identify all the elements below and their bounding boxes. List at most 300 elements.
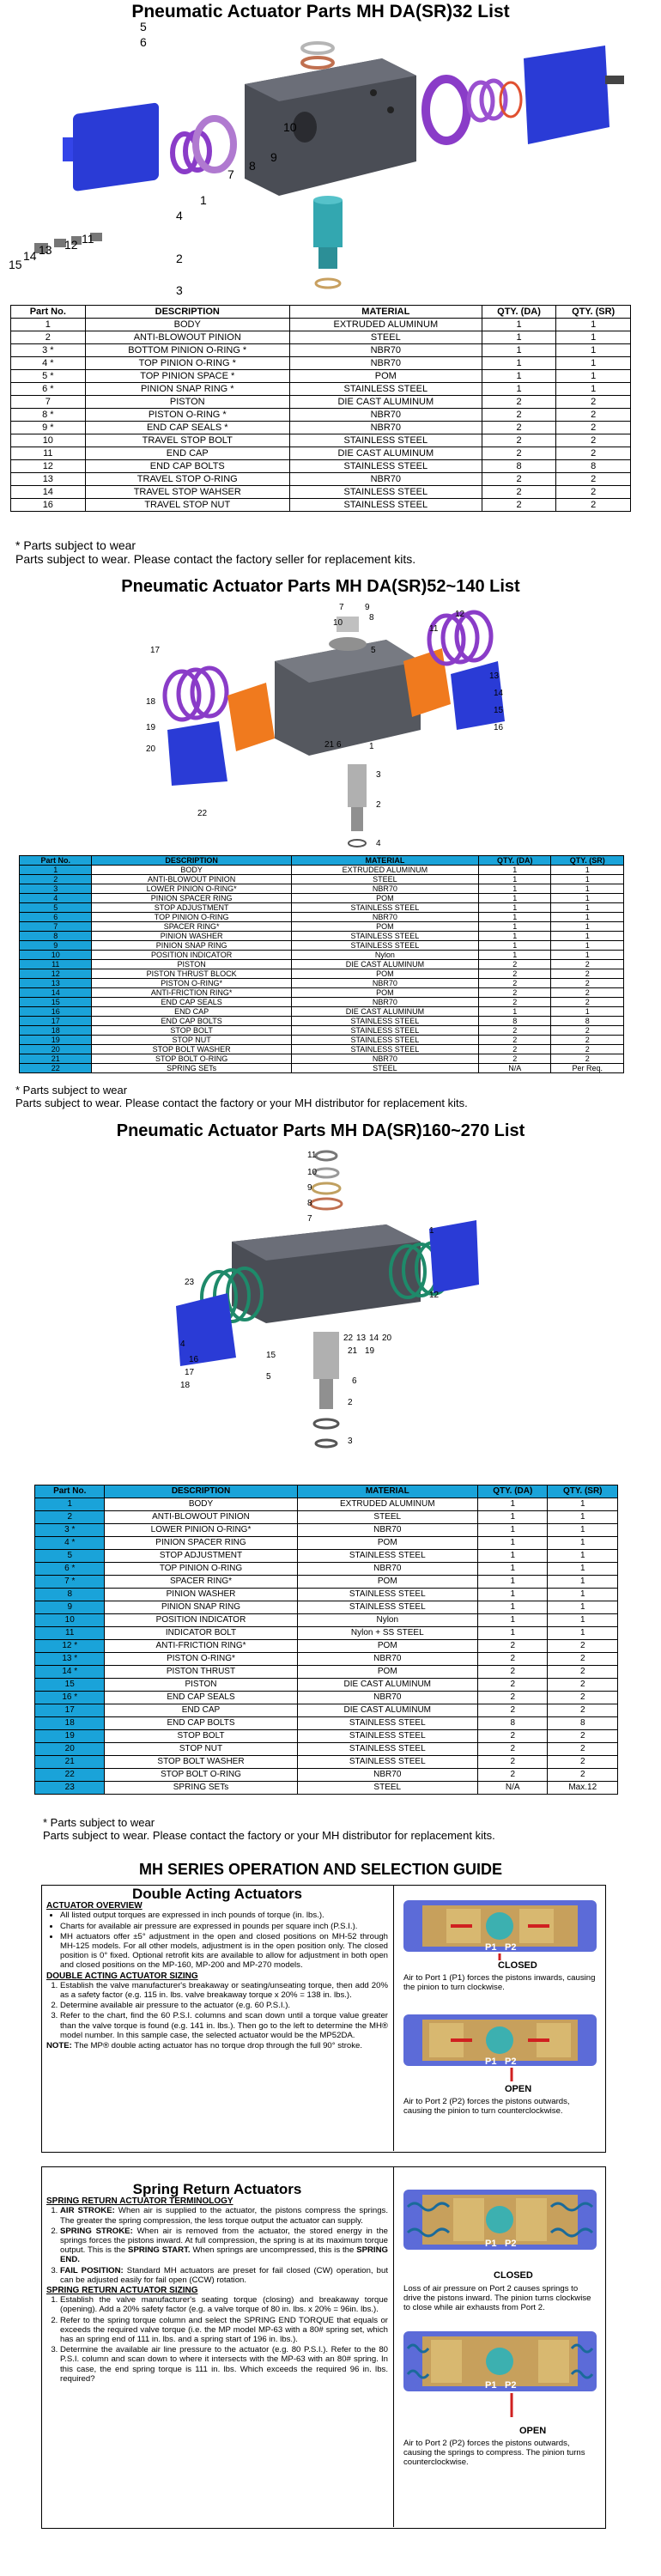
table-row: [20, 1045, 624, 1054]
callout: 21: [324, 740, 335, 750]
table-cell: 1: [551, 941, 624, 951]
table-cell: 1: [478, 1550, 548, 1563]
callout: 14: [494, 689, 504, 698]
table-cell: 2: [548, 1756, 618, 1769]
note-text: The MP® double acting actuator has no torque drop through the full 90° stroke.: [71, 2041, 363, 2051]
table-cell: 1: [482, 370, 556, 383]
part-number-cell: 4 *: [35, 1537, 105, 1550]
table-cell: PISTON THRUST: [105, 1666, 297, 1679]
table-cell: POM: [291, 969, 478, 979]
table-cell: 2: [556, 486, 631, 499]
part-number-cell: 20: [35, 1743, 105, 1756]
table-cell: 2: [478, 1653, 548, 1666]
table-cell: LOWER PINION O-RING*: [92, 884, 291, 894]
table-cell: POM: [297, 1640, 477, 1653]
table-cell: 1: [551, 894, 624, 903]
table-cell: END CAP SEALS: [92, 998, 291, 1007]
table-cell: SPRING SETs: [92, 1064, 291, 1073]
callout: 18: [180, 1381, 191, 1390]
table-row: [20, 1007, 624, 1017]
table-cell: STAINLESS STEEL: [289, 383, 482, 396]
table-cell: 2: [551, 1045, 624, 1054]
table-cell: STAINLESS STEEL: [297, 1756, 477, 1769]
table-cell: STAINLESS STEEL: [289, 486, 482, 499]
table-cell: PISTON O-RING *: [85, 409, 289, 422]
table-cell: 1: [479, 932, 551, 941]
callout: 15: [9, 258, 22, 271]
table-cell: 1: [479, 866, 551, 875]
table-cell: POM: [291, 988, 478, 998]
table-cell: 2: [548, 1743, 618, 1756]
table-cell: PINION SNAP RING: [105, 1601, 297, 1614]
table-cell: NBR70: [291, 884, 478, 894]
column-header: MATERIAL: [291, 856, 478, 866]
table-cell: END CAP BOLTS: [85, 460, 289, 473]
table-cell: 2: [551, 969, 624, 979]
table-cell: TOP PINION O-RING: [105, 1563, 297, 1576]
term-key: SPRING START.: [128, 2245, 191, 2256]
table-cell: NBR70: [291, 913, 478, 922]
callout: 21: [348, 1346, 358, 1356]
table-cell: 1: [556, 344, 631, 357]
callout: 10: [283, 120, 297, 134]
table-cell: END CAP BOLTS: [92, 1017, 291, 1026]
table-cell: STAINLESS STEEL: [289, 460, 482, 473]
table-cell: Per Req.: [551, 1064, 624, 1073]
right-end-cap: [429, 1220, 479, 1293]
table-cell: 2: [479, 1026, 551, 1036]
table-cell: STAINLESS STEEL: [291, 1045, 478, 1054]
term-value: When air is removed from the actuator, the stored energy in the springs forces the pistons inward. At full compression, the spring is at its maximum torque output. This is the: [60, 2226, 388, 2256]
callout: 9: [307, 1183, 312, 1193]
part-number-cell: 21: [20, 1054, 92, 1064]
table-cell: 2: [479, 1054, 551, 1064]
table-row: [20, 1054, 624, 1064]
term-value: When springs are uncompressed, this is the: [190, 2245, 357, 2256]
callout: 12: [64, 238, 78, 252]
left-springs: [165, 668, 227, 720]
table-row: [20, 1017, 624, 1026]
note-label: NOTE:: [46, 2041, 72, 2051]
table-row: [20, 951, 624, 960]
table-cell: Max.12: [548, 1782, 618, 1795]
table-cell: NBR70: [291, 1054, 478, 1064]
table-row: [11, 370, 631, 383]
part-number-cell: 19: [20, 1036, 92, 1045]
table-cell: 2: [482, 473, 556, 486]
table-cell: BODY: [92, 866, 291, 875]
table-row: [20, 913, 624, 922]
callout: 13: [356, 1334, 367, 1343]
table-cell: STEEL: [297, 1511, 477, 1524]
table-cell: DIE CAST ALUMINUM: [289, 396, 482, 409]
part-number-cell: 11: [11, 447, 86, 460]
table-row: [20, 903, 624, 913]
callout: 16: [494, 723, 504, 732]
part-number-cell: 3 *: [35, 1524, 105, 1537]
column-header: DESCRIPTION: [92, 856, 291, 866]
callout: 19: [146, 723, 156, 732]
column-header: QTY. (DA): [478, 1485, 548, 1498]
left-piston: [227, 683, 275, 751]
table-cell: INDICATOR BOLT: [105, 1627, 297, 1640]
section2-title: Pneumatic Actuator Parts MH DA(SR)52~140 List: [121, 577, 520, 596]
table-cell: 1: [548, 1563, 618, 1576]
table-cell: 1: [482, 331, 556, 344]
port-2-label: P2: [505, 2239, 517, 2249]
table-row: [11, 499, 631, 512]
table-cell: PISTON O-RING*: [92, 979, 291, 988]
table-cell: STAINLESS STEEL: [291, 932, 478, 941]
table-cell: 2: [478, 1692, 548, 1704]
wear-note: * Parts subject to wear: [15, 538, 136, 552]
part-number-cell: 18: [35, 1717, 105, 1730]
table-cell: NBR70: [289, 357, 482, 370]
callout: 12: [455, 610, 465, 619]
exploded-view-mh52-140: [146, 601, 506, 850]
table-cell: 2: [548, 1704, 618, 1717]
part-number-cell: 11: [20, 960, 92, 969]
table-row: [35, 1730, 618, 1743]
pinion-ring-5: [302, 43, 333, 53]
table-cell: 1: [478, 1576, 548, 1589]
callout: 8: [369, 613, 374, 623]
table-cell: 1: [478, 1511, 548, 1524]
section1-title: Pneumatic Actuator Parts MH DA(SR)32 List: [131, 2, 510, 21]
table-cell: 1: [548, 1511, 618, 1524]
table-cell: PISTON THRUST BLOCK: [92, 969, 291, 979]
table-cell: 1: [548, 1589, 618, 1601]
terminology-title: SPRING RETURN ACTUATOR TERMINOLOGY: [46, 2196, 233, 2207]
table-cell: 1: [482, 383, 556, 396]
table-row: [11, 447, 631, 460]
table-cell: STOP BOLT: [105, 1730, 297, 1743]
table-row: [35, 1640, 618, 1653]
table-row: [35, 1614, 618, 1627]
callout: 11: [429, 624, 439, 634]
table-row: [35, 1756, 618, 1769]
closed-label: CLOSED: [498, 1960, 537, 1971]
open-caption: Air to Port 2 (P2) forces the pistons outwards, causing the springs to compress. The pinion turns counterclockwise.: [403, 2439, 585, 2467]
table-cell: STEEL: [291, 1064, 478, 1073]
open-label: OPEN: [519, 2426, 547, 2436]
part-number-cell: 9 *: [11, 422, 86, 434]
table-cell: Nylon + SS STEEL: [297, 1627, 477, 1640]
callout: 10: [333, 618, 343, 628]
double-acting-divider: [393, 1885, 394, 2151]
table-cell: NBR70: [289, 473, 482, 486]
column-header: Part No.: [11, 306, 86, 319]
double-acting-heading: Double Acting Actuators: [131, 1886, 303, 1902]
table-cell: 2: [548, 1692, 618, 1704]
table-cell: 1: [482, 319, 556, 331]
part-number-cell: 13 *: [35, 1653, 105, 1666]
callout: 2: [176, 252, 183, 265]
part-number-cell: 22: [20, 1064, 92, 1073]
list-item: • MH actuators offer ±5° adjustment in the open and closed positions on MH-52 through MH-125 models. For all other models, adjustment is in the open position only. The closed position is 0° fixed. Optional retrofit kits are available to allow for adjustment in both open and closed positions on the MP-160, MP-200 and MP-270 models.: [60, 1932, 388, 1971]
table-row: [11, 344, 631, 357]
part-number-cell: 17: [20, 1017, 92, 1026]
right-end-cap: [524, 46, 609, 144]
table-cell: 1: [551, 913, 624, 922]
actuator-body: [245, 58, 416, 196]
table-cell: 1: [548, 1537, 618, 1550]
table-cell: PINION SNAP RING: [92, 941, 291, 951]
callout: 5: [371, 646, 376, 655]
table-cell: EXTRUDED ALUMINUM: [297, 1498, 477, 1511]
callout: 9: [365, 603, 370, 612]
table-cell: 2: [479, 988, 551, 998]
callout: 1: [429, 1226, 434, 1236]
part-number-cell: 14 *: [35, 1666, 105, 1679]
callout: 8: [307, 1199, 312, 1208]
table-cell: 2: [479, 979, 551, 988]
column-header: QTY. (SR): [548, 1485, 618, 1498]
section3-title: Pneumatic Actuator Parts MH DA(SR)160~270 List: [116, 1121, 525, 1140]
spring-return-closed-diagram: [403, 2181, 597, 2267]
pinion-ring-6: [302, 58, 333, 68]
table-cell: STAINLESS STEEL: [289, 499, 482, 512]
spring-return-heading: Spring Return Actuators: [132, 2181, 302, 2197]
table-cell: STEEL: [297, 1782, 477, 1795]
table-cell: END CAP: [92, 1007, 291, 1017]
left-piston-ring: [196, 118, 233, 170]
part-number-cell: 21: [35, 1756, 105, 1769]
table-cell: Nylon: [297, 1614, 477, 1627]
table-cell: 2: [548, 1640, 618, 1653]
table-cell: 8: [556, 460, 631, 473]
table-cell: POM: [291, 894, 478, 903]
table-cell: 2: [556, 422, 631, 434]
table-cell: PINION SNAP RING *: [85, 383, 289, 396]
callout: 1: [200, 193, 207, 207]
callout: 18: [146, 697, 156, 707]
table-cell: 1: [482, 344, 556, 357]
port-1-label: P1: [485, 2239, 497, 2249]
table-cell: PISTON: [85, 396, 289, 409]
table-cell: 2: [551, 1054, 624, 1064]
port-1-label: P1: [485, 2380, 497, 2391]
table-cell: 2: [478, 1730, 548, 1743]
table-cell: 1: [479, 922, 551, 932]
part-number-cell: 8: [20, 932, 92, 941]
callout: 4: [180, 1340, 185, 1349]
table-cell: 1: [548, 1524, 618, 1537]
double-acting-open-diagram: [403, 2008, 597, 2085]
table-cell: 1: [556, 383, 631, 396]
callout: 13: [39, 243, 52, 257]
table-cell: PISTON O-RING*: [105, 1653, 297, 1666]
table-cell: 1: [479, 894, 551, 903]
table-row: [35, 1601, 618, 1614]
part-number-cell: 2: [35, 1511, 105, 1524]
table-cell: 1: [478, 1614, 548, 1627]
table-header-row: [20, 856, 624, 866]
left-end-cap: [167, 721, 227, 786]
table-cell: 1: [478, 1627, 548, 1640]
table-cell: STAINLESS STEEL: [291, 941, 478, 951]
table-cell: STAINLESS STEEL: [291, 1017, 478, 1026]
callout: 7: [339, 603, 344, 612]
table-cell: END CAP SEALS *: [85, 422, 289, 434]
callout: 17: [150, 646, 161, 655]
table-cell: SPRING SETs: [105, 1782, 297, 1795]
table-cell: 1: [551, 1007, 624, 1017]
sizing-title: DOUBLE ACTING ACTUATOR SIZING: [46, 1971, 198, 1981]
table-cell: 1: [548, 1601, 618, 1614]
replacement-note: Parts subject to wear. Please contact the factory or your MH distributor for replacement kits.: [43, 1829, 495, 1842]
table-cell: 1: [556, 357, 631, 370]
column-header: MATERIAL: [289, 306, 482, 319]
table-cell: 1: [548, 1627, 618, 1640]
port-1-label: P1: [485, 1942, 497, 1953]
table-cell: 2: [478, 1666, 548, 1679]
part-number-cell: 7: [11, 396, 86, 409]
table-row: [35, 1704, 618, 1717]
table-header-row: [35, 1485, 618, 1498]
table-cell: NBR70: [297, 1692, 477, 1704]
table-row: [20, 998, 624, 1007]
part-number-cell: 18: [20, 1026, 92, 1036]
table-cell: 1: [478, 1589, 548, 1601]
part-number-cell: 1: [20, 866, 92, 875]
table-cell: DIE CAST ALUMINUM: [291, 960, 478, 969]
table-cell: 2: [478, 1743, 548, 1756]
table-cell: 2: [556, 473, 631, 486]
table-cell: ANTI-BLOWOUT PINION: [92, 875, 291, 884]
callout: 22: [197, 809, 208, 818]
part-number-cell: 7: [20, 922, 92, 932]
table-cell: ANTI-BLOWOUT PINION: [105, 1511, 297, 1524]
table-cell: 2: [556, 396, 631, 409]
table-cell: NBR70: [297, 1769, 477, 1782]
table-cell: PINION WASHER: [105, 1589, 297, 1601]
part-number-cell: 4 *: [11, 357, 86, 370]
table-row: [11, 473, 631, 486]
table-cell: STAINLESS STEEL: [291, 1036, 478, 1045]
part-number-cell: 15: [35, 1679, 105, 1692]
sizing-steps: [46, 2295, 388, 2384]
table-cell: 2: [548, 1730, 618, 1743]
part-number-cell: 19: [35, 1730, 105, 1743]
table-cell: STOP BOLT: [92, 1026, 291, 1036]
table-row: [11, 396, 631, 409]
callout: 14: [23, 249, 37, 263]
part-number-cell: 14: [11, 486, 86, 499]
parts-table-mh160-270: [34, 1485, 618, 1795]
table-row: [20, 884, 624, 894]
part-number-cell: 16: [20, 1007, 92, 1017]
part-number-cell: 6 *: [11, 383, 86, 396]
table-cell: TRAVEL STOP BOLT: [85, 434, 289, 447]
callout: 3: [348, 1437, 353, 1446]
term-key: SPRING END.: [60, 2245, 388, 2265]
table-cell: 8: [479, 1017, 551, 1026]
table-cell: 1: [551, 932, 624, 941]
table-cell: Nylon: [291, 951, 478, 960]
port-2-label: P2: [505, 2057, 517, 2067]
part-number-cell: 8 *: [11, 409, 86, 422]
table-cell: EXTRUDED ALUMINUM: [289, 319, 482, 331]
table-cell: 1: [479, 941, 551, 951]
overview-title: ACTUATOR OVERVIEW: [46, 1901, 143, 1911]
table-row: [20, 866, 624, 875]
table-cell: PINION SPACER RING: [92, 894, 291, 903]
part-number-cell: 11: [35, 1627, 105, 1640]
spring-return-open-diagram: [403, 2323, 597, 2426]
table-cell: 2: [551, 1036, 624, 1045]
table-cell: 1: [551, 903, 624, 913]
table-cell: 1: [548, 1576, 618, 1589]
callout: 6: [140, 35, 147, 49]
table-row: [11, 434, 631, 447]
table-cell: N/A: [478, 1782, 548, 1795]
table-cell: NBR70: [289, 409, 482, 422]
callout: 13: [489, 671, 500, 681]
table-row: [20, 1026, 624, 1036]
table-cell: 1: [551, 884, 624, 894]
table-cell: POM: [289, 370, 482, 383]
table-cell: END CAP BOLTS: [105, 1717, 297, 1730]
table-cell: POM: [297, 1666, 477, 1679]
table-cell: NBR70: [291, 998, 478, 1007]
callout: 7: [227, 167, 234, 181]
callout: 20: [382, 1334, 392, 1343]
callout: 23: [185, 1278, 195, 1287]
column-header: QTY. (SR): [551, 856, 624, 866]
callout: 7: [307, 1214, 312, 1224]
replacement-note: Parts subject to wear. Please contact the factory seller for replacement kits.: [15, 552, 416, 566]
table-row: [20, 922, 624, 932]
table-cell: 2: [551, 988, 624, 998]
table-row: [35, 1589, 618, 1601]
table-row: [20, 969, 624, 979]
part-number-cell: 13: [11, 473, 86, 486]
table-cell: POM: [297, 1537, 477, 1550]
callout: 10: [307, 1168, 318, 1177]
table-cell: STEEL: [289, 331, 482, 344]
table-cell: 1: [482, 357, 556, 370]
table-row: [20, 1064, 624, 1073]
double-acting-note: [46, 2041, 388, 2050]
table-cell: STOP NUT: [105, 1743, 297, 1756]
list-item: 2. Refer to the spring torque column and select the SPRING END TORQUE that equals or exceeds the required valve torque (i.e. the MP model MP-63 with a 80# spring set, which has an spring end of 111 in. lbs. and a spring start of 196 in. lbs.).: [60, 2316, 388, 2345]
closed-label: CLOSED: [494, 2270, 533, 2281]
table-cell: STAINLESS STEEL: [289, 434, 482, 447]
part-number-cell: 23: [35, 1782, 105, 1795]
callout: 3: [176, 283, 183, 297]
closed-caption: Loss of air pressure on Port 2 causes springs to drive the pistons inward. The pinion turns clockwise to close while air exhausts from Port 2.: [403, 2284, 591, 2312]
table-cell: 2: [478, 1769, 548, 1782]
callout: 2: [348, 1398, 353, 1407]
table-row: [20, 988, 624, 998]
callout: 5: [140, 20, 147, 33]
list-item: • Charts for available air pressure are expressed in pounds per square inch (P.S.I.).: [60, 1922, 388, 1931]
part-number-cell: 4: [20, 894, 92, 903]
table-row: [35, 1550, 618, 1563]
table-row: [20, 932, 624, 941]
part-number-cell: 5 *: [11, 370, 86, 383]
open-label: OPEN: [505, 2084, 532, 2094]
table-cell: 2: [482, 434, 556, 447]
part-number-cell: 12 *: [35, 1640, 105, 1653]
table-cell: BODY: [85, 319, 289, 331]
callout: 2: [376, 800, 381, 810]
table-cell: 1: [479, 1007, 551, 1017]
table-row: [11, 460, 631, 473]
table-row: [35, 1537, 618, 1550]
table-cell: STOP BOLT O-RING: [92, 1054, 291, 1064]
